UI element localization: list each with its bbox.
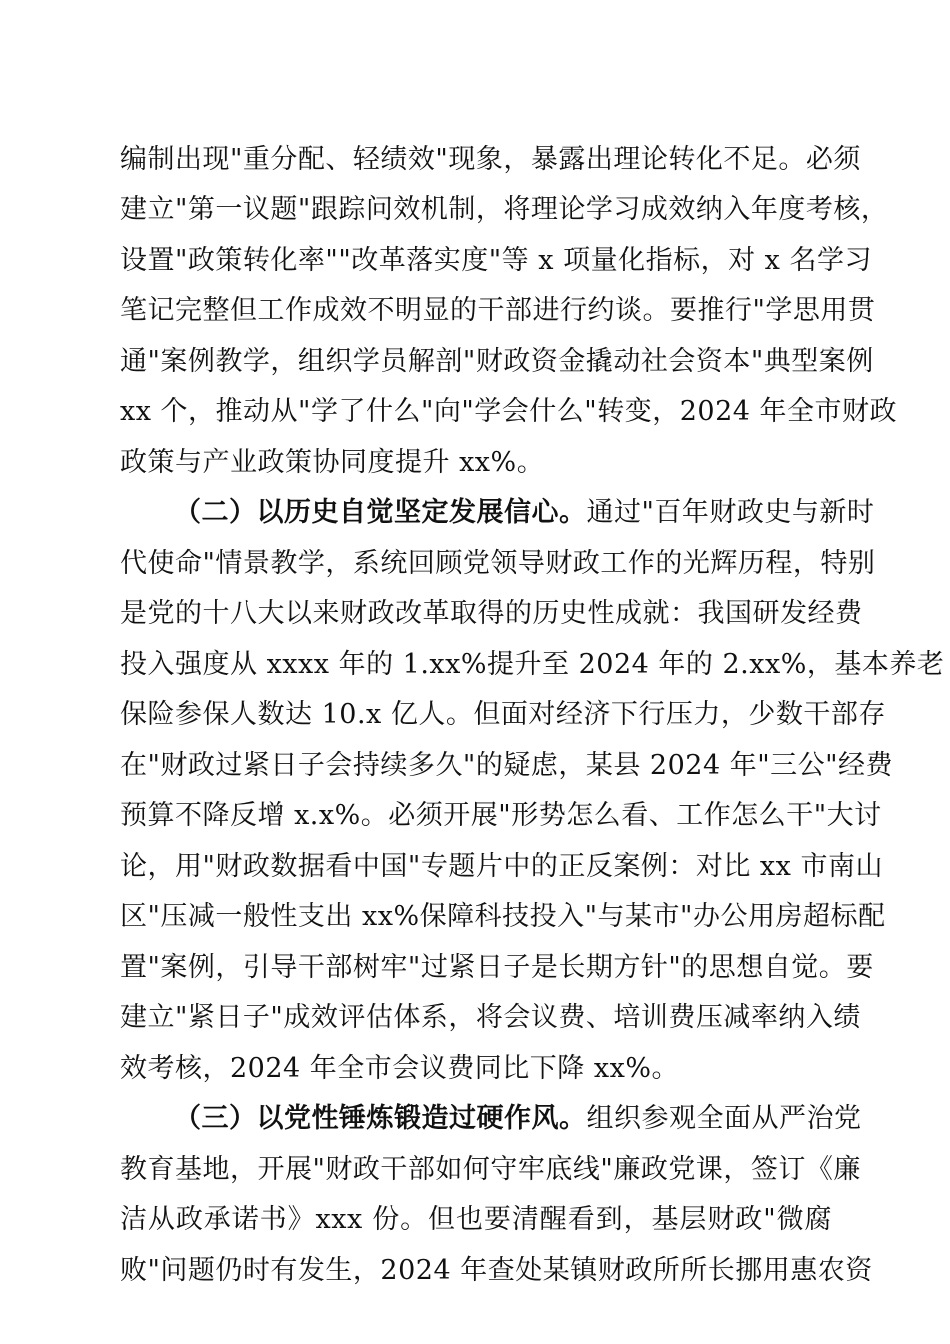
paragraph-line: 是党的十八大以来财政改革取得的历史性成就：我国研发经费 <box>120 598 863 629</box>
section-text: 通过"百年财政史与新时 <box>586 497 875 528</box>
paragraph-line: 洁从政承诺书》xxx 份。但也要清醒看到，基层财政"微腐 <box>120 1204 832 1235</box>
paragraph-line: 建立"第一议题"跟踪问效机制，将理论学习成效纳入年度考核， <box>120 194 889 225</box>
section-heading: （二）以历史自觉坚定发展信心。 <box>174 497 587 528</box>
paragraph-line: 区"压减一般性支出 xx%保障科技投入"与某市"办公用房超标配 <box>120 901 886 932</box>
paragraph-line: 投入强度从 xxxx 年的 1.xx%提升至 2024 年的 2.xx%，基本养老 <box>120 649 945 680</box>
paragraph-line: 论，用"财政数据看中国"专题片中的正反案例：对比 xx 市南山 <box>120 851 883 882</box>
section-text: 组织参观全面从严治党 <box>586 1103 862 1134</box>
paragraph-line: 笔记完整但工作成效不明显的干部进行约谈。要推行"学思用贯 <box>120 295 876 326</box>
paragraph-line: 在"财政过紧日子会持续多久"的疑虑，某县 2024 年"三公"经费 <box>120 750 894 781</box>
paragraph-line: 保险参保人数达 10.x 亿人。但面对经济下行压力，少数干部存 <box>120 699 886 730</box>
paragraph-line: 败"问题仍时有发生，2024 年查处某镇财政所所长挪用惠农资 <box>120 1255 873 1286</box>
paragraph-line: 通"案例教学，组织学员解剖"财政资金撬动社会资本"典型案例 <box>120 346 874 377</box>
paragraph-line: 置"案例，引导干部树牢"过紧日子是长期方针"的思想自觉。要 <box>120 952 874 983</box>
paragraph-line: 预算不降反增 x.x%。必须开展"形势怎么看、工作怎么干"大讨 <box>120 800 882 831</box>
paragraph-line: 教育基地，开展"财政干部如何守牢底线"廉政党课，签订《廉 <box>120 1154 861 1185</box>
paragraph-line: 代使命"情景教学，系统回顾党领导财政工作的光辉历程，特别 <box>120 548 876 579</box>
paragraph-line: 政策与产业政策协同度提升 xx%。 <box>120 447 545 478</box>
paragraph-line: 效考核，2024 年全市会议费同比下降 xx%。 <box>120 1053 679 1084</box>
section-heading: （三）以党性锤炼锻造过硬作风。 <box>174 1103 587 1134</box>
paragraph-line: xx 个，推动从"学了什么"向"学会什么"转变，2024 年全市财政 <box>120 396 898 427</box>
paragraph-line: 建立"紧日子"成效评估体系，将会议费、培训费压减率纳入绩 <box>120 1002 861 1033</box>
section-heading-line <box>174 1099 862 1139</box>
section-heading-line <box>174 493 875 533</box>
paragraph-line: 设置"政策转化率""改革落实度"等 x 项量化指标，对 x 名学习 <box>120 245 872 276</box>
paragraph-line: 编制出现"重分配、轻绩效"现象，暴露出理论转化不足。必须 <box>120 144 861 175</box>
